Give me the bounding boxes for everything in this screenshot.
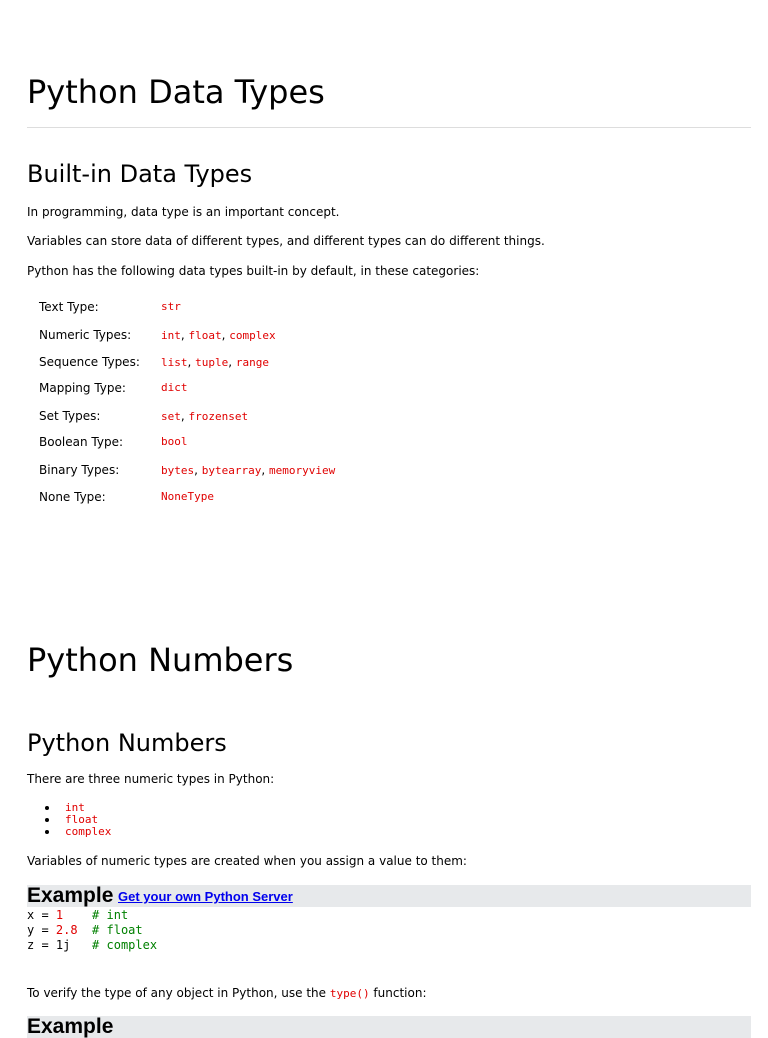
separator: , <box>187 355 196 369</box>
code-comment: # int <box>92 908 129 922</box>
table-row <box>39 408 439 424</box>
separator: , <box>228 355 236 369</box>
page-title: Python Numbers <box>27 641 294 679</box>
type-category-label: Binary Types: <box>39 463 120 477</box>
type-values <box>161 300 181 314</box>
type-values <box>161 355 269 370</box>
type-category-label: Mapping Type: <box>39 381 126 395</box>
example-heading: Example <box>27 1015 114 1038</box>
type-name-code: float <box>188 329 222 342</box>
type-values <box>161 435 188 449</box>
code-spacing <box>70 938 92 952</box>
type-category-label: None Type: <box>39 490 106 504</box>
numeric-types-list <box>27 802 111 838</box>
paragraph: Variables of numeric types are created when you assign a value to them: <box>27 854 467 868</box>
type-name-code: range <box>235 356 270 369</box>
code-text: z = 1j <box>27 938 71 952</box>
type-values <box>161 490 214 504</box>
table-row <box>39 354 439 370</box>
table-row <box>39 299 439 315</box>
separator: , <box>180 328 189 342</box>
code-spacing <box>63 908 92 922</box>
type-category-label: Boolean Type: <box>39 435 124 449</box>
type-values <box>161 381 188 395</box>
code-line <box>27 908 128 923</box>
list-item-code: complex <box>65 825 112 838</box>
type-values <box>161 463 335 478</box>
page-title: Python Data Types <box>27 73 325 111</box>
type-name-code: list <box>161 356 188 369</box>
type-name-code: dict <box>161 381 188 394</box>
code-line <box>27 923 143 938</box>
code-text: y = <box>27 923 56 937</box>
table-row <box>39 327 439 343</box>
paragraph-text: To verify the type of any object in Python, use the <box>27 986 330 1000</box>
paragraph-text: function: <box>369 986 427 1000</box>
list-item-code: int <box>65 801 85 814</box>
type-values <box>161 328 276 343</box>
get-python-server-link[interactable]: Get your own Python Server <box>118 889 293 904</box>
bullet-icon <box>45 830 49 834</box>
table-row <box>39 380 439 396</box>
bullet-icon <box>45 818 49 822</box>
code-text: x = <box>27 908 56 922</box>
list-item-code: float <box>65 813 99 826</box>
code-comment: # float <box>92 923 143 937</box>
divider <box>27 127 751 128</box>
separator: , <box>261 463 270 477</box>
type-name-code: bytes <box>161 464 195 477</box>
example-header <box>27 1016 751 1038</box>
type-name-code: tuple <box>195 356 229 369</box>
separator: , <box>180 409 189 423</box>
section-heading: Built-in Data Types <box>27 160 253 188</box>
type-name-code: frozenset <box>188 410 249 423</box>
code-number: 1 <box>55 908 64 922</box>
type-name-code: bytearray <box>201 464 262 477</box>
type-name-code: NoneType <box>161 490 214 503</box>
paragraph <box>27 985 427 1002</box>
type-category-label: Text Type: <box>39 300 99 314</box>
type-category-label: Numeric Types: <box>39 328 132 342</box>
table-row <box>39 489 439 505</box>
example-heading: Example <box>27 884 114 907</box>
paragraph: In programming, data type is an important concept. <box>27 205 340 219</box>
type-name-code: bool <box>161 435 188 448</box>
bullet-icon <box>45 806 49 810</box>
paragraph: Variables can store data of different types, and different types can do different things. <box>27 234 545 248</box>
type-category-label: Sequence Types: <box>39 355 140 369</box>
table-row <box>39 434 439 450</box>
paragraph: Python has the following data types built-in by default, in these categories: <box>27 264 480 278</box>
code-comment: # complex <box>92 938 158 952</box>
code-line <box>27 938 157 953</box>
list-item <box>27 826 111 838</box>
separator: , <box>194 463 202 477</box>
type-name-code: int <box>161 329 181 342</box>
type-values <box>161 409 248 424</box>
type-name-code: set <box>161 410 181 423</box>
type-name-code: str <box>161 300 181 313</box>
inline-code: type() <box>329 987 370 1000</box>
type-name-code: memoryview <box>269 464 336 477</box>
separator: , <box>221 328 230 342</box>
example-header <box>27 885 751 907</box>
type-name-code: complex <box>229 329 276 342</box>
section-heading: Python Numbers <box>27 729 227 757</box>
paragraph: There are three numeric types in Python: <box>27 772 275 786</box>
table-row <box>39 462 439 478</box>
code-spacing <box>78 923 92 937</box>
type-category-label: Set Types: <box>39 409 101 423</box>
code-number: 2.8 <box>55 923 78 937</box>
